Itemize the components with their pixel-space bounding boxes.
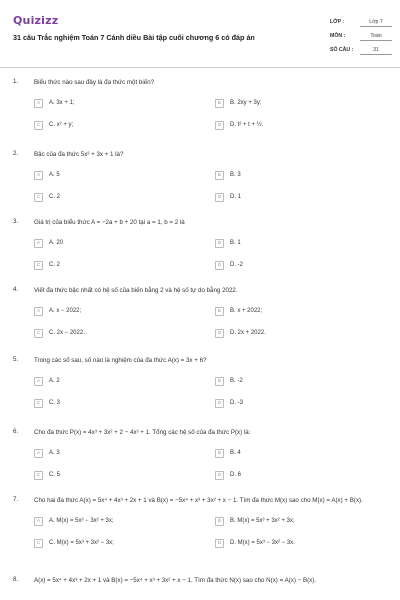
question-6 — [0, 428, 400, 481]
option-letter-box[interactable]: D — [215, 399, 224, 408]
option-text: B. -2 — [230, 378, 243, 384]
meta-value: Lớp 7 — [360, 17, 392, 27]
option-text: C. 3 — [49, 400, 61, 406]
option-letter-box[interactable]: A — [34, 377, 43, 386]
option-letter-box[interactable]: A — [34, 239, 43, 248]
option-text: B. M(x) = 5x³ + 3x² + 3x; — [230, 518, 295, 524]
question-5 — [0, 356, 400, 409]
option-letter-box[interactable]: A — [34, 307, 43, 316]
option-letter-box[interactable]: B — [215, 307, 224, 316]
question-number: 6. — [13, 428, 19, 435]
option-text: A. 3 — [49, 450, 60, 456]
question-4 — [0, 286, 400, 339]
option-text: B. 4 — [230, 450, 241, 456]
answer-option[interactable] — [34, 375, 215, 387]
answer-option[interactable] — [34, 305, 215, 317]
answer-option[interactable] — [215, 97, 396, 109]
answer-option[interactable] — [215, 119, 396, 131]
option-text: B. 3 — [230, 172, 241, 178]
option-row — [34, 375, 400, 387]
option-text: C. M(x) = 5x³ + 3x² − 3x; — [49, 540, 114, 546]
question-text: Cho đa thức P(x) = 4x³ + 3x² + 2 − 4x³ + 1. Tổng các hệ số của đa thức P(x) là: — [34, 429, 251, 436]
question-8 — [0, 576, 400, 585]
answer-option[interactable] — [34, 191, 215, 203]
question-number: 3. — [13, 218, 19, 225]
option-text: D. 1 — [230, 194, 242, 200]
option-text: C. x² + y; — [49, 122, 74, 128]
answer-option[interactable] — [34, 447, 215, 459]
question-text: Biểu thức nào sau đây là đa thức một biến? — [34, 79, 155, 86]
option-letter-box[interactable]: B — [215, 449, 224, 458]
option-letter-box[interactable]: D — [215, 193, 224, 202]
answer-option[interactable] — [215, 169, 396, 181]
question-text: Giá trị của biểu thức A = −2a + b + 20 tại a = 1, b = 2 là — [34, 219, 185, 226]
option-row — [34, 515, 400, 527]
quizizz-logo: Quizizz — [13, 14, 59, 27]
option-row — [34, 397, 400, 409]
meta-label: MÔN : — [330, 33, 346, 39]
option-letter-box[interactable]: C — [34, 399, 43, 408]
option-letter-box[interactable]: C — [34, 261, 43, 270]
option-letter-box[interactable]: D — [215, 329, 224, 338]
option-text: D. -3 — [230, 400, 244, 406]
option-text: C. 2x − 2022. — [49, 330, 85, 336]
option-letter-box[interactable]: C — [34, 121, 43, 130]
option-letter-box[interactable]: B — [215, 171, 224, 180]
option-text: A. 5 — [49, 172, 60, 178]
meta-row-class — [330, 15, 392, 29]
answer-option[interactable] — [215, 259, 396, 271]
option-row — [34, 469, 400, 481]
option-row — [34, 447, 400, 459]
answer-option[interactable] — [215, 237, 396, 249]
answer-option[interactable] — [34, 97, 215, 109]
option-text: B. 1 — [230, 240, 241, 246]
question-number: 4. — [13, 286, 19, 293]
answer-option[interactable] — [34, 237, 215, 249]
answer-option[interactable] — [215, 537, 396, 549]
meta-row-subject — [330, 29, 392, 43]
option-text: A. 3x + 1; — [49, 100, 75, 106]
question-number: 1. — [13, 78, 19, 85]
option-row — [34, 237, 400, 249]
answer-option[interactable] — [215, 375, 396, 387]
option-row — [34, 305, 400, 317]
answer-option[interactable] — [34, 537, 215, 549]
option-text: D. 6 — [230, 472, 242, 478]
option-text: A. M(x) = 5x³ − 3x² + 3x; — [49, 518, 114, 524]
option-text: B. 2xy + 3y; — [230, 100, 262, 106]
option-letter-box[interactable]: B — [215, 517, 224, 526]
option-text: B. x + 2022; — [230, 308, 263, 314]
meta-value: Toán — [360, 31, 392, 41]
answer-option[interactable] — [34, 119, 215, 131]
option-text: C. 2 — [49, 262, 61, 268]
answer-option[interactable] — [215, 469, 396, 481]
option-letter-box[interactable]: C — [34, 193, 43, 202]
option-row — [34, 537, 400, 549]
answer-option[interactable] — [34, 469, 215, 481]
question-text: Viết đa thức bậc nhất có hệ số của biến bằng 2 và hệ số tự do bằng 2022. — [34, 287, 238, 294]
option-text: A. x − 2022; — [49, 308, 82, 314]
answer-option[interactable] — [215, 515, 396, 527]
answer-option[interactable] — [215, 397, 396, 409]
option-letter-box[interactable]: D — [215, 471, 224, 480]
option-letter-box[interactable]: C — [34, 329, 43, 338]
answer-option[interactable] — [215, 447, 396, 459]
option-text: A. 2 — [49, 378, 60, 384]
option-letter-box[interactable]: B — [215, 239, 224, 248]
option-letter-box[interactable]: A — [34, 171, 43, 180]
question-7 — [0, 496, 400, 549]
option-letter-box[interactable]: D — [215, 539, 224, 548]
question-number: 8. — [13, 576, 19, 583]
option-text: C. 5 — [49, 472, 61, 478]
option-row — [34, 191, 400, 203]
question-number: 7. — [13, 496, 19, 503]
worksheet-header — [0, 0, 400, 60]
question-text: Trong các số sau, số nào là nghiệm của đa thức A(x) = 3x + 6? — [34, 357, 207, 364]
option-letter-box[interactable]: A — [34, 99, 43, 108]
question-3 — [0, 218, 400, 271]
question-text: Bậc của đa thức 5x² + 3x + 1 là? — [34, 151, 124, 158]
meta-value: 31 — [360, 45, 392, 55]
option-text: D. t² + t + ½. — [230, 122, 264, 128]
option-letter-box[interactable]: A — [34, 517, 43, 526]
answer-option[interactable] — [34, 515, 215, 527]
meta-info — [330, 15, 392, 57]
answer-option[interactable] — [215, 327, 396, 339]
answer-option[interactable] — [215, 191, 396, 203]
option-text: D. M(x) = 5x³ − 3x² − 3x. — [230, 540, 295, 546]
header-divider — [0, 67, 400, 68]
option-letter-box[interactable]: C — [34, 539, 43, 548]
option-row — [34, 97, 400, 109]
question-text: A(x) = 5x⁴ + 4x³ + 2x + 1 và B(x) = −5x⁴ + x³ + 3x² + x − 1. Tìm đa thức N(x) sao cho N(x) = A(x) − B(x). — [34, 577, 317, 584]
option-letter-box[interactable]: C — [34, 471, 43, 480]
option-row — [34, 169, 400, 181]
option-letter-box[interactable]: D — [215, 121, 224, 130]
answer-option[interactable] — [34, 397, 215, 409]
option-text: D. -2 — [230, 262, 244, 268]
answer-option[interactable] — [34, 327, 215, 339]
meta-label: LỚP : — [330, 19, 345, 25]
answer-option[interactable] — [215, 305, 396, 317]
meta-label: SỐ CÂU : — [330, 47, 354, 53]
option-letter-box[interactable]: D — [215, 261, 224, 270]
question-2 — [0, 150, 400, 203]
option-letter-box[interactable]: B — [215, 377, 224, 386]
question-text: Cho hai đa thức A(x) = 5x⁴ + 4x³ + 2x + 1 và B(x) = −5x⁴ + x³ + 3x² + x − 1. Tìm đa thức M(x) sao cho M(x) = A(x) + B(x). — [34, 497, 363, 504]
option-text: C. 2 — [49, 194, 61, 200]
meta-row-count — [330, 43, 392, 57]
option-text: A. 20 — [49, 240, 64, 246]
option-row — [34, 327, 400, 339]
question-number: 5. — [13, 356, 19, 363]
answer-option[interactable] — [34, 169, 215, 181]
option-row — [34, 259, 400, 271]
question-1 — [0, 78, 400, 131]
option-letter-box[interactable]: B — [215, 99, 224, 108]
question-number: 2. — [13, 150, 19, 157]
option-row — [34, 119, 400, 131]
option-letter-box[interactable]: A — [34, 449, 43, 458]
answer-option[interactable] — [34, 259, 215, 271]
page-title: 31 câu Trắc nghiệm Toán 7 Cánh diều Bài tập cuối chương 6 có đáp án — [13, 33, 255, 42]
option-text: D. 2x + 2022. — [230, 330, 266, 336]
